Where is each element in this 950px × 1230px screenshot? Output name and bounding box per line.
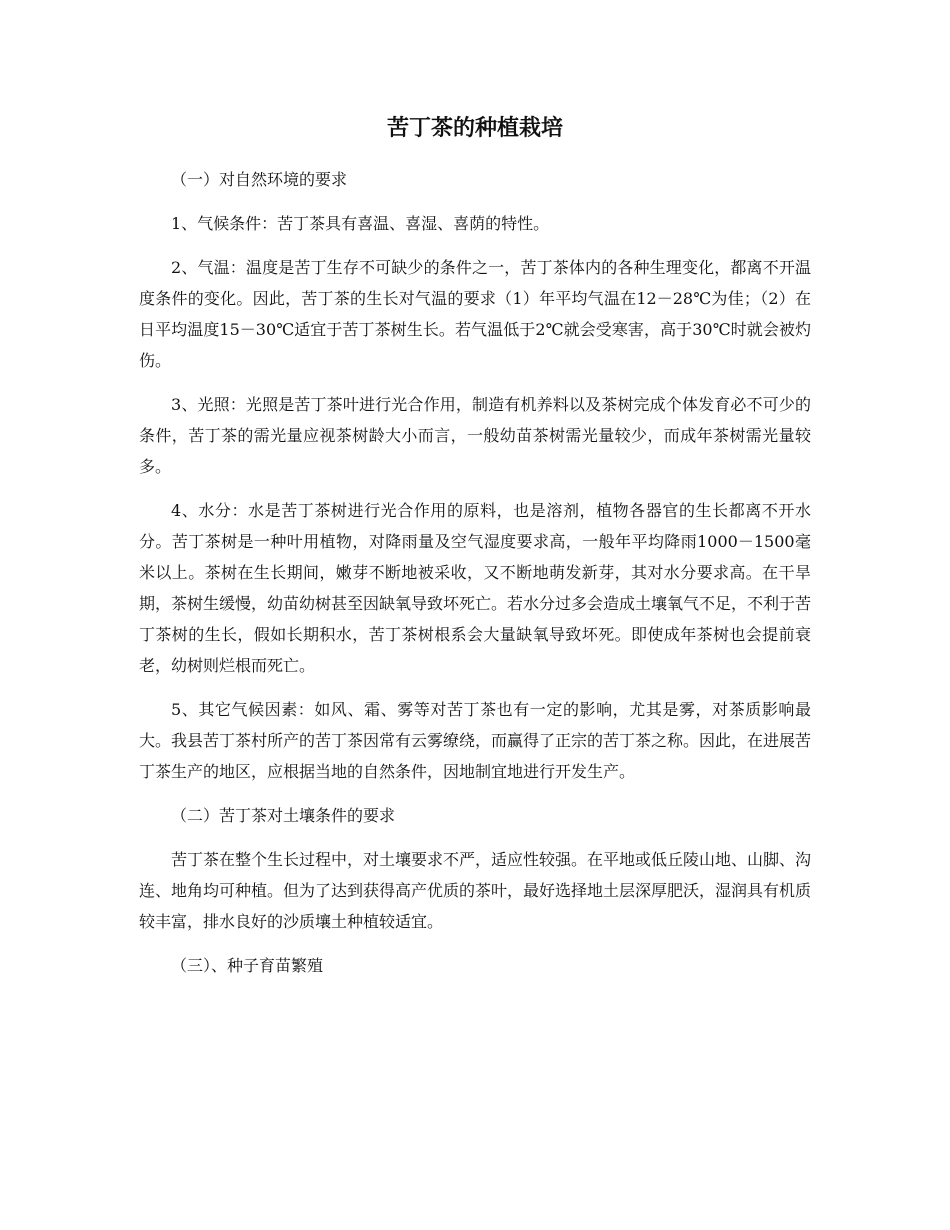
document-title: 苦丁茶的种植栽培: [386, 116, 563, 141]
section-heading-seed-propagation: （三）、种子育苗繁殖: [171, 956, 324, 975]
paragraph-climate: 1、气候条件：苦丁茶具有喜温、喜湿、喜荫的特性。: [171, 214, 550, 233]
paragraph-other-climate: 5、其它气候因素：如风、霜、雾等对苦丁茶也有一定的影响，尤其是雾，对茶质影响最大。我县苦丁茶村所产的苦丁茶因常有云雾缭绕，而赢得了正宗的苦丁茶之称。因此，在进展苦丁茶生产的地区，应根据当地的自然条件，因地制宜地进行开发生产。: [139, 700, 812, 781]
paragraph-light: 3、光照：光照是苦丁茶叶进行光合作用，制造有机养料以及茶树完成个体发育必不可少的条件，苦丁茶的需光量应视茶树龄大小而言，一般幼苗茶树需光量较少，而成年茶树需光量较多。: [139, 395, 811, 476]
paragraph-water: 4、水分：水是苦丁茶树进行光合作用的原料，也是溶剂，植物各器官的生长都离不开水分。苦丁茶树是一种叶用植物，对降雨量及空气湿度要求高，一般年平均降雨1000－1500毫米以上。茶树在生长期间，嫩芽不断地被采收，又不断地萌发新芽，其对水分要求高。在干旱期，茶树生缓慢，幼苗幼树甚至因缺氧导致坏死亡。若水分过多会造成土壤氧气不足，不利于苦丁茶树的生长，假如长期积水，苦丁茶树根系会大量缺氧导致坏死。即使成年茶树也会提前衰老，幼树则烂根而死亡。: [139, 501, 812, 675]
paragraph-soil: 苦丁茶在整个生长过程中，对土壤要求不严，适应性较强。在平地或低丘陵山地、山脚、沟连、地角均可种植。但为了达到获得高产优质的茶叶，最好选择地土层深厚肥沃，湿润具有机质较丰富，排水良好的沙质壤土种植较适宜。: [139, 850, 812, 931]
section-heading-natural-environment: （一）对自然环境的要求: [171, 170, 348, 189]
paragraph-temperature: 2、气温：温度是苦丁生存不可缺少的条件之一，苦丁茶体内的各种生理变化，都离不开温度条件的变化。因此，苦丁茶的生长对气温的要求（1）年平均气温在12－28℃为佳；（2）在日平均温度15－30℃适宜于苦丁茶树生长。若气温低于2℃就会受寒害，高于30℃时就会被灼伤。: [139, 258, 811, 370]
section-heading-soil: （二）苦丁茶对土壤条件的要求: [171, 806, 396, 825]
document-content: [139, 108, 811, 994]
